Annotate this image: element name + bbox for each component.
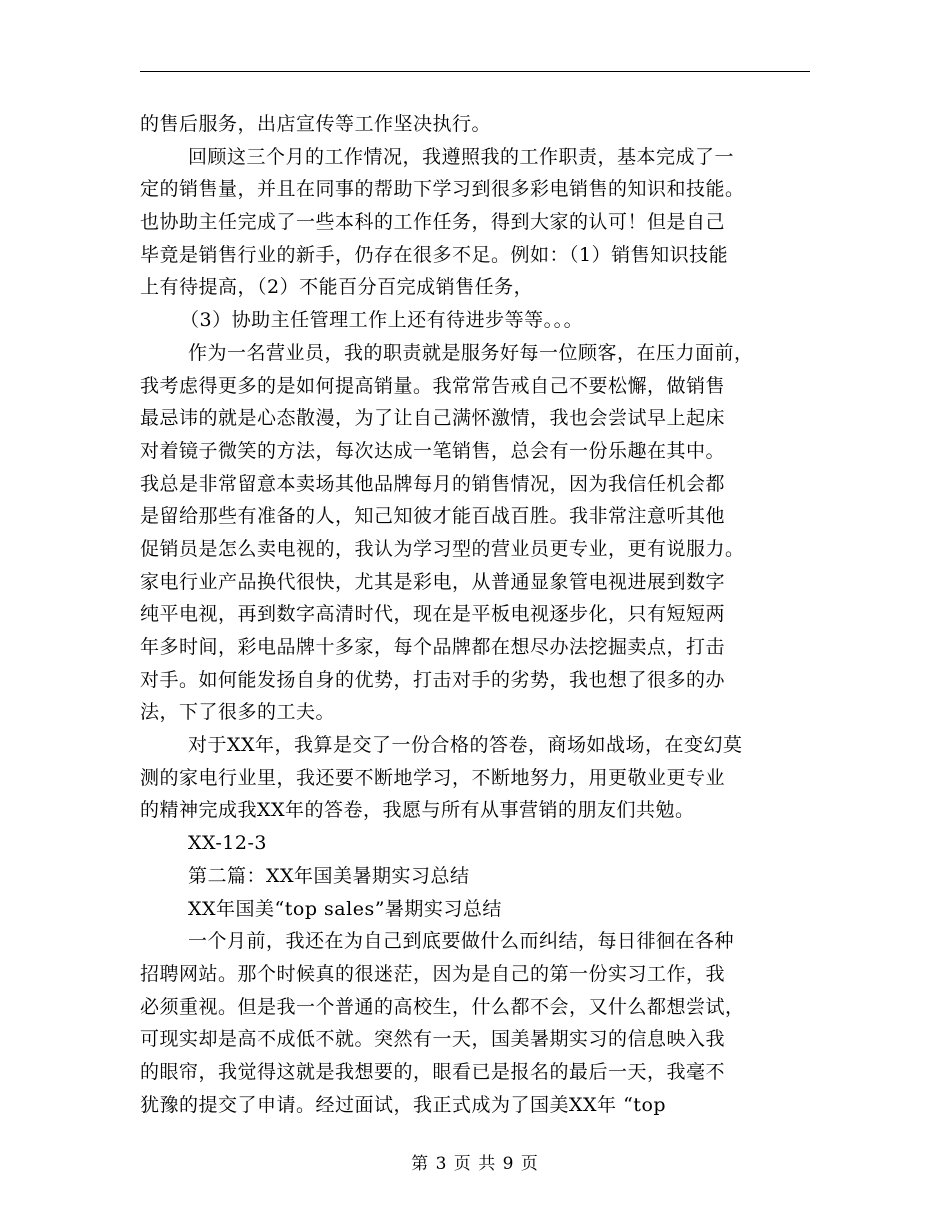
text-line: 回顾这三个月的工作情况，我遵照我的工作职责，基本完成了一 [188, 145, 735, 168]
text-line: 对于XX年，我算是交了一份合格的答卷，商场如战场，在变幻莫 [188, 734, 743, 757]
text-line: 上有待提高，（2）不能百分百完成销售任务， [140, 276, 534, 299]
body-text [140, 108, 820, 1121]
text-line: 对手。如何能发扬自身的优势，打击对手的劣势，我也想了很多的办 [140, 668, 726, 691]
text-line: 第二篇：XX年国美暑期实习总结 [188, 864, 470, 887]
text-line: 的眼帘，我觉得这就是我想要的，眼看已是报名的最后一天，我毫不 [140, 1060, 726, 1083]
text-line: XX-12-3 [188, 832, 267, 855]
text-line: 是留给那些有准备的人，知己知彼才能百战百胜。我非常注意听其他 [140, 505, 726, 528]
text-line: 的售后服务，出店宣传等工作坚决执行。 [140, 113, 492, 135]
text-line: 测的家电行业里，我还要不断地学习，不断地努力，用更敬业更专业 [140, 766, 726, 789]
text-line: 定的销售量，并且在同事的帮助下学习到很多彩电销售的知识和技能。 [140, 178, 745, 201]
text-line: 对着镜子微笑的方法，每次达成一笔销售，总会有一份乐趣在其中。 [140, 439, 726, 462]
text-line: XX年国美“top sales”暑期实习总结 [188, 897, 502, 920]
text-line: 纯平电视，再到数字高清时代，现在是平板电视逐步化，只有短短两 [140, 603, 726, 626]
text-line: 我总是非常留意本卖场其他品牌每月的销售情况，因为我信任机会都 [140, 472, 726, 495]
text-line: 促销员是怎么卖电视的，我认为学习型的营业员更专业，更有说服力。 [140, 537, 745, 560]
text-line: 作为一名营业员，我的职责就是服务好每一位顾客，在压力面前， [188, 341, 754, 364]
text-line: 一个月前，我还在为自己到底要做什么而纠结，每日徘徊在各种 [188, 930, 735, 953]
text-line: 最忌讳的就是心态散漫，为了让自己满怀激情，我也会尝试早上起床 [140, 407, 726, 430]
text-line: 招聘网站。那个时候真的很迷茫，因为是自己的第一份实习工作，我 [140, 962, 726, 985]
text-line: 犹豫的提交了申请。经过面试，我正式成为了国美XX年 “top [140, 1093, 667, 1116]
header-rule [140, 71, 810, 72]
text-line: （3）协助主任管理工作上还有待进步等等。。。 [180, 309, 584, 332]
text-line: 的精神完成我XX年的答卷，我愿与所有从事营销的朋友们共勉。 [140, 799, 695, 822]
text-line: 必须重视。但是我一个普通的高校生，什么都不会，又什么都想尝试， [140, 995, 745, 1018]
text-line: 毕竟是销售行业的新手，仍存在很多不足。例如：（1）销售知识技能 [140, 243, 729, 266]
text-line: 年多时间，彩电品牌十多家，每个品牌都在想尽办法挖掘卖点，打击 [140, 636, 726, 658]
text-line: 我考虑得更多的是如何提高销量。我常常告戒自己不要松懈，做销售 [140, 374, 726, 397]
page-footer: 第 3 页 共 9 页 [411, 1154, 539, 1174]
text-line: 家电行业产品换代很快，尤其是彩电，从普通显象管电视进展到数字 [140, 570, 726, 593]
text-line: 也协助主任完成了一些本科的工作任务，得到大家的认可！但是自己 [140, 211, 726, 234]
text-line: 可现实却是高不成低不就。突然有一天，国美暑期实习的信息映入我 [140, 1028, 726, 1051]
text-line: 法，下了很多的工夫。 [140, 701, 336, 724]
